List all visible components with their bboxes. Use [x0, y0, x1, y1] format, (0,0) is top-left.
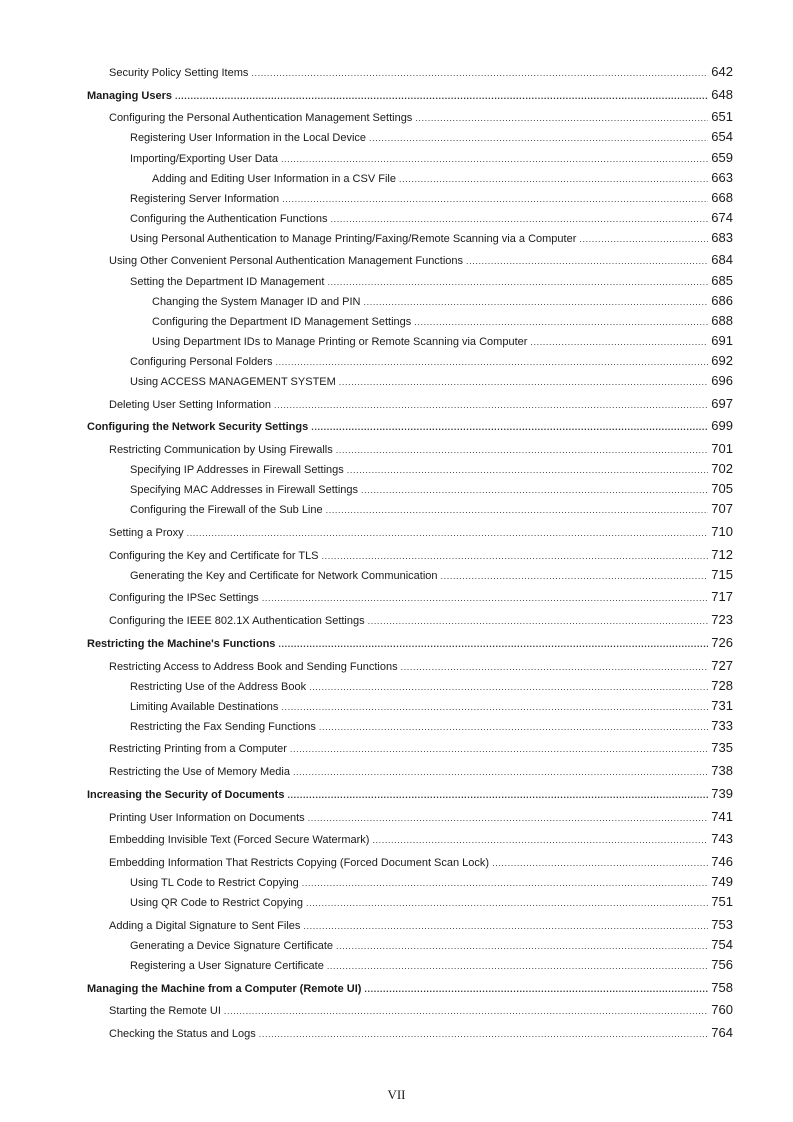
- toc-entry-page: 684: [711, 252, 733, 267]
- toc-entry-title: Generating the Key and Certificate for Network Communication: [130, 570, 438, 582]
- toc-entry-title: Restricting Communication by Using Firewalls: [109, 444, 333, 456]
- toc-entry[interactable]: [130, 502, 733, 517]
- toc-entry-title: Setting a Proxy: [109, 527, 184, 539]
- dot-leader: [530, 335, 708, 349]
- dot-leader: [441, 569, 709, 583]
- toc-entry[interactable]: [130, 274, 733, 289]
- toc-entry-title: Configuring the Personal Authentication Management Settings: [109, 112, 413, 124]
- toc-entry-title: Configuring the Key and Certificate for TLS: [109, 550, 319, 562]
- toc-entry[interactable]: [87, 88, 733, 103]
- toc-entry-title: Deleting User Setting Information: [109, 399, 272, 411]
- dot-leader: [293, 765, 708, 779]
- toc-entry-title: Configuring the IEEE 802.1X Authentication Settings: [109, 615, 365, 627]
- toc-entry[interactable]: [109, 855, 733, 870]
- toc-entry-title: Generating a Device Signature Certificate: [130, 940, 333, 952]
- toc-entry[interactable]: [130, 719, 733, 734]
- toc-entry-page: 663: [711, 170, 733, 185]
- toc-entry-page: 758: [711, 980, 733, 995]
- toc-entry-title: Setting the Department ID Management: [130, 276, 325, 288]
- toc-entry-page: 743: [711, 831, 733, 846]
- toc-entry[interactable]: [130, 231, 733, 246]
- dot-leader: [308, 811, 709, 825]
- toc-entry-page: 692: [711, 353, 733, 368]
- toc-entry-title: Adding and Editing User Information in a CSV File: [152, 173, 396, 185]
- toc-entry-title: Using ACCESS MANAGEMENT SYSTEM: [130, 376, 336, 388]
- toc-entry[interactable]: [109, 659, 733, 674]
- toc-entry-title: Using Other Convenient Personal Authentication Management Functions: [109, 255, 464, 267]
- toc-entry-title: Restricting the Use of Memory Media: [109, 766, 290, 778]
- toc-entry-title: Configuring Personal Folders: [130, 356, 273, 368]
- toc-entry-page: 764: [711, 1025, 733, 1040]
- toc-entry-page: 691: [711, 333, 733, 348]
- toc-entry-page: 712: [711, 547, 733, 562]
- dot-leader: [262, 591, 708, 605]
- dot-leader: [175, 89, 708, 103]
- toc-entry-title: Managing Users: [87, 90, 172, 102]
- toc-entry-title: Configuring the Department ID Management Settings: [152, 316, 412, 328]
- dot-leader: [327, 275, 708, 289]
- toc-entry-page: 668: [711, 190, 733, 205]
- toc-entry[interactable]: [152, 171, 733, 186]
- dot-leader: [399, 172, 708, 186]
- dot-leader: [368, 614, 709, 628]
- toc-entry-page: 648: [711, 87, 733, 102]
- dot-leader: [401, 660, 709, 674]
- toc-entry-page: 696: [711, 373, 733, 388]
- toc-entry[interactable]: [130, 875, 733, 890]
- dot-leader: [287, 788, 708, 802]
- toc-entry-page: 739: [711, 786, 733, 801]
- toc-entry-page: 746: [711, 854, 733, 869]
- toc-entry-page: 760: [711, 1002, 733, 1017]
- toc-entry[interactable]: [130, 482, 733, 497]
- toc-entry-title: Adding a Digital Signature to Sent Files: [109, 920, 301, 932]
- toc-entry[interactable]: [109, 525, 733, 540]
- toc-entry[interactable]: [130, 679, 733, 694]
- toc-entry[interactable]: [130, 191, 733, 206]
- toc-entry-title: Restricting the Fax Sending Functions: [130, 721, 316, 733]
- toc-entry-page: 753: [711, 917, 733, 932]
- toc-entry-title: Restricting the Machine's Functions: [87, 638, 276, 650]
- toc-entry-page: 717: [711, 589, 733, 604]
- toc-entry-page: 654: [711, 129, 733, 144]
- dot-leader: [364, 982, 708, 996]
- toc-entry-title: Registering User Information in the Local Device: [130, 132, 367, 144]
- dot-leader: [322, 549, 709, 563]
- toc-entry-page: 751: [711, 894, 733, 909]
- toc-entry-title: Configuring the Firewall of the Sub Line: [130, 504, 323, 516]
- toc-entry-title: Printing User Information on Documents: [109, 812, 305, 824]
- toc-entry-page: 697: [711, 396, 733, 411]
- toc-entry[interactable]: [130, 568, 733, 583]
- toc-entry-title: Using TL Code to Restrict Copying: [130, 877, 299, 889]
- toc-entry-page: 726: [711, 635, 733, 650]
- toc-entry-page: 702: [711, 461, 733, 476]
- toc-entry-title: Security Policy Setting Items: [109, 67, 249, 79]
- toc-entry-title: Specifying IP Addresses in Firewall Settings: [130, 464, 344, 476]
- toc-entry[interactable]: [109, 741, 733, 756]
- dot-leader: [415, 111, 708, 125]
- toc-entry-title: Changing the System Manager ID and PIN: [152, 296, 361, 308]
- toc-entry-page: 735: [711, 740, 733, 755]
- toc-entry-title: Starting the Remote UI: [109, 1005, 221, 1017]
- toc-entry-page: 727: [711, 658, 733, 673]
- toc-entry[interactable]: [109, 548, 733, 563]
- toc-entry[interactable]: [130, 211, 733, 226]
- toc-entry[interactable]: [130, 354, 733, 369]
- dot-leader: [281, 700, 708, 714]
- dot-leader: [278, 637, 708, 651]
- toc-entry[interactable]: [109, 832, 733, 847]
- toc-entry-page: 723: [711, 612, 733, 627]
- toc-entry[interactable]: [130, 151, 733, 166]
- toc-entry[interactable]: [152, 334, 733, 349]
- toc-entry[interactable]: [109, 613, 733, 628]
- toc-entry-page: 707: [711, 501, 733, 516]
- toc-entry-title: Using QR Code to Restrict Copying: [130, 897, 304, 909]
- toc-entry-title: Configuring the IPSec Settings: [109, 592, 259, 604]
- toc-entry[interactable]: [109, 764, 733, 779]
- dot-leader: [275, 355, 708, 369]
- toc-entry[interactable]: [87, 981, 733, 996]
- toc-entry[interactable]: [87, 419, 733, 434]
- toc-entry-title: Using Personal Authentication to Manage Printing/Faxing/Remote Scanning via a Computer: [130, 233, 577, 245]
- toc-entry[interactable]: [109, 65, 733, 80]
- toc-entry-page: 674: [711, 210, 733, 225]
- toc-entry-page: 715: [711, 567, 733, 582]
- dot-leader: [187, 526, 709, 540]
- toc-entry[interactable]: [130, 462, 733, 477]
- toc-entry[interactable]: [130, 895, 733, 910]
- dot-leader: [466, 254, 708, 268]
- toc-entry[interactable]: [109, 918, 733, 933]
- toc-entry-page: 705: [711, 481, 733, 496]
- toc-entry-title: Increasing the Security of Documents: [87, 789, 285, 801]
- toc-entry-title: Checking the Status and Logs: [109, 1028, 256, 1040]
- toc-entry-page: 699: [711, 418, 733, 433]
- toc-entry[interactable]: [130, 130, 733, 145]
- toc-entry[interactable]: [87, 636, 733, 651]
- dot-leader: [319, 720, 708, 734]
- dot-leader: [336, 939, 708, 953]
- dot-leader: [282, 192, 708, 206]
- toc-entry-title: Limiting Available Destinations: [130, 701, 279, 713]
- dot-leader: [327, 959, 708, 973]
- toc-entry-page: 701: [711, 441, 733, 456]
- dot-leader: [309, 680, 708, 694]
- toc-entry-page: 741: [711, 809, 733, 824]
- toc-entry-page: 738: [711, 763, 733, 778]
- dot-leader: [372, 833, 708, 847]
- toc-entry[interactable]: [109, 110, 733, 125]
- toc-entry-page: 728: [711, 678, 733, 693]
- toc-entry-title: Registering Server Information: [130, 193, 280, 205]
- toc-entry-page: 749: [711, 874, 733, 889]
- dot-leader: [290, 742, 708, 756]
- toc-entry[interactable]: [130, 958, 733, 973]
- toc-entry-title: Configuring the Authentication Functions: [130, 213, 328, 225]
- toc-entry[interactable]: [152, 294, 733, 309]
- dot-leader: [579, 232, 708, 246]
- toc-entry[interactable]: [109, 590, 733, 605]
- dot-leader: [306, 896, 708, 910]
- toc-entry-page: 642: [711, 64, 733, 79]
- toc-entry-page: 686: [711, 293, 733, 308]
- dot-leader: [336, 443, 709, 457]
- toc-entry-page: 685: [711, 273, 733, 288]
- toc-entry-page: 733: [711, 718, 733, 733]
- toc-entry-page: 651: [711, 109, 733, 124]
- toc-entry-page: 756: [711, 957, 733, 972]
- toc-entry-title: Registering a User Signature Certificate: [130, 960, 324, 972]
- toc-entry-title: Restricting Printing from a Computer: [109, 743, 287, 755]
- dot-leader: [364, 295, 709, 309]
- toc-entry-title: Importing/Exporting User Data: [130, 153, 278, 165]
- toc-entry-title: Specifying MAC Addresses in Firewall Settings: [130, 484, 359, 496]
- toc-entry[interactable]: [130, 699, 733, 714]
- dot-leader: [414, 315, 708, 329]
- dot-leader: [274, 398, 708, 412]
- toc-entry[interactable]: [130, 374, 733, 389]
- dot-leader: [303, 919, 708, 933]
- dot-leader: [361, 483, 708, 497]
- dot-leader: [259, 1027, 709, 1041]
- toc-entry[interactable]: [109, 810, 733, 825]
- toc-entry-page: 731: [711, 698, 733, 713]
- toc-entry[interactable]: [109, 442, 733, 457]
- dot-leader: [302, 876, 709, 890]
- dot-leader: [369, 131, 708, 145]
- toc-entry-page: 683: [711, 230, 733, 245]
- toc-entry[interactable]: [130, 938, 733, 953]
- toc-entry-title: Restricting Access to Address Book and Sending Functions: [109, 661, 398, 673]
- toc-entry[interactable]: [109, 253, 733, 268]
- dot-leader: [331, 212, 709, 226]
- toc-entry-title: Using Department IDs to Manage Printing or Remote Scanning via Computer: [152, 336, 528, 348]
- toc-entry-page: 688: [711, 313, 733, 328]
- dot-leader: [339, 375, 709, 389]
- dot-leader: [251, 66, 708, 80]
- dot-leader: [326, 503, 709, 517]
- toc-entry[interactable]: [152, 314, 733, 329]
- toc-entry[interactable]: [109, 1003, 733, 1018]
- toc-entry-title: Managing the Machine from a Computer (Remote UI): [87, 983, 362, 995]
- dot-leader: [311, 420, 708, 434]
- toc-entry-page: 659: [711, 150, 733, 165]
- dot-leader: [281, 152, 708, 166]
- toc-entry-page: 710: [711, 524, 733, 539]
- dot-leader: [224, 1004, 708, 1018]
- toc-entry-page: 754: [711, 937, 733, 952]
- toc-entry[interactable]: [109, 1026, 733, 1041]
- toc-entry-title: Embedding Information That Restricts Copying (Forced Document Scan Lock): [109, 857, 490, 869]
- dot-leader: [492, 856, 708, 870]
- toc-entry-title: Restricting Use of the Address Book: [130, 681, 307, 693]
- toc-entry[interactable]: [109, 397, 733, 412]
- page-number-footer: VII: [387, 1087, 406, 1102]
- toc-entry-title: Embedding Invisible Text (Forced Secure Watermark): [109, 834, 370, 846]
- toc-entry[interactable]: [87, 787, 733, 802]
- toc-entry-title: Configuring the Network Security Settings: [87, 421, 309, 433]
- dot-leader: [347, 463, 709, 477]
